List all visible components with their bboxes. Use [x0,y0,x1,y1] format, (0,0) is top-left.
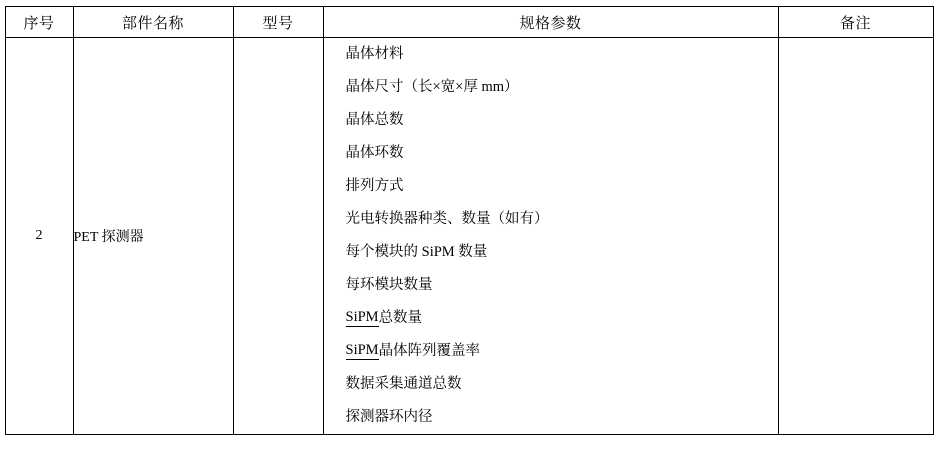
cell-note [778,38,933,435]
cell-sequence-number: 2 [5,38,73,435]
specification-table [5,6,934,435]
list-item [324,269,778,302]
column-header-part-name: 部件名称 [73,7,233,38]
param-text: 晶体总数 [345,112,404,129]
list-item [324,335,778,368]
param-text: 每环模块数量 [345,277,433,294]
param-text-rest: 总数量 [378,310,423,327]
column-header-seq: 序号 [5,7,73,38]
param-text: 晶体尺寸（长×宽×厚 mm） [345,79,519,96]
list-item [324,236,778,269]
column-header-model: 型号 [233,7,323,38]
list-item [324,137,778,170]
column-header-spec-params: 规格参数 [323,7,778,38]
param-text: 排列方式 [345,178,404,195]
param-text: 探测器环内径 [345,409,433,426]
table-body [5,38,933,435]
table-row [5,38,933,435]
cell-spec-params [323,38,778,435]
table-header [5,7,933,38]
param-text: 晶体材料 [345,46,404,63]
list-item [324,104,778,137]
cell-model [233,38,323,435]
list-item [324,401,778,434]
param-text-underlined: SiPM [345,309,379,326]
param-text: 光电转换器种类、数量（如有） [345,211,549,228]
list-item [324,38,778,71]
list-item [324,368,778,401]
list-item [324,71,778,104]
table-header-row [5,7,933,38]
column-header-note: 备注 [778,7,933,38]
cell-part-name: PET 探测器 [73,38,233,435]
param-text: 晶体环数 [345,145,404,162]
param-text: 数据采集通道总数 [345,376,462,393]
param-text: 每个模块的 SiPM 数量 [345,244,488,261]
param-text-rest: 晶体阵列覆盖率 [378,343,481,360]
parameter-list [324,38,778,434]
list-item [324,302,778,335]
param-text-underlined: SiPM [345,342,379,359]
list-item [324,170,778,203]
list-item [324,203,778,236]
